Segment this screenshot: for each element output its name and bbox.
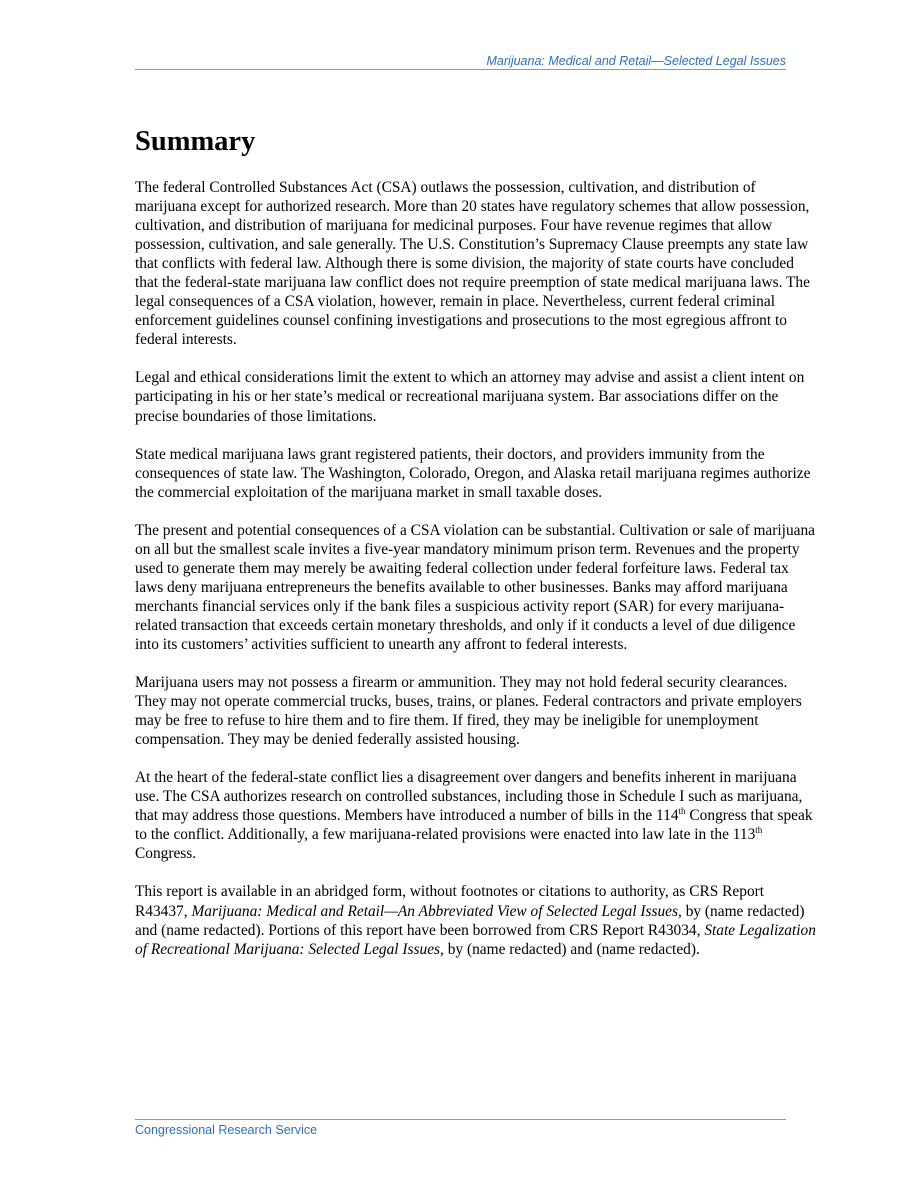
running-footer: Congressional Research Service — [135, 1123, 318, 1137]
paragraph-reports-text-a: This report is available in an abridged form, without footnotes or citations to authority, as CRS Report R43437, — [135, 883, 765, 920]
header-rule — [135, 69, 786, 70]
ordinal-suffix-114: th — [678, 806, 686, 817]
paragraph-reports-text-c: , by (name redacted) and (name redacted). — [440, 940, 700, 958]
paragraph-attorney-ethics: Legal and ethical considerations limit the extent to which an attorney may advise and assist a client intent on participating in his or her state’s medical or recreational marijuana system. Bar associations differ on the precise boundaries of those limitations. — [135, 369, 805, 425]
paragraph-related-reports — [135, 882, 819, 958]
running-header: Marijuana: Medical and Retail—Selected Legal Issues — [486, 54, 786, 68]
paragraph-user-restrictions: Marijuana users may not possess a firearm or ammunition. They may not hold federal security clearances. They may not operate commercial trucks, buses, trains, or planes. Federal contractors and private employers may be free to refuse to hire them and to fire them. If fired, they may be ineligible for unemployment compensation. They may be denied federally assisted housing. — [135, 674, 802, 749]
paragraph-congress-text-b: Congress that speak to the conflict. Additionally, a few marijuana-related provisions were enacted into law late in the 113 — [135, 807, 813, 844]
paragraph-csa-consequences: The present and potential consequences of a CSA violation can be substantial. Cultivation or sale of marijuana on all but the smallest scale invites a five-year mandatory minimum prison term. Revenues and the property used to generate them may merely be awaiting federal collection under federal forfeiture laws. Federal tax laws deny marijuana entrepreneurs the benefits available to other businesses. Banks may afford marijuana merchants financial services only if the bank files a suspicious activity report (SAR) for every marijuana-related transaction that exceeds certain monetary thresholds, and only if it conducts a level of due diligence into its customers’ activities sufficient to unearth any affront to federal interests. — [135, 521, 815, 653]
paragraph-csa-overview: The federal Controlled Substances Act (CSA) outlaws the possession, cultivation, and distribution of marijuana except for authorized research. More than 20 states have regulatory schemes that allow possession, cultivation, and distribution of marijuana for medicinal purposes. Four have revenue regimes that allow possession, cultivation, and sale generally. The U.S. Constitution’s Supremacy Clause preempts any state law that conflicts with federal law. Although there is some division, the majority of state courts have concluded that the federal-state marijuana law conflict does not require preemption of state medical marijuana laws. The legal consequences of a CSA violation, however, remain in place. Nevertheless, current federal criminal enforcement guidelines counsel confining investigations and prosecutions to the most egregious affront to federal interests. — [135, 179, 810, 349]
paragraph-state-laws: State medical marijuana laws grant registered patients, their doctors, and providers immunity from the consequences of state law. The Washington, Colorado, Oregon, and Alaska retail marijuana regimes authorize the commercial exploitation of the marijuana market in small taxable doses. — [135, 445, 811, 501]
report-title-r43034: State Legalization of Recreational Marijuana: Selected Legal Issues — [135, 921, 816, 958]
paragraph-reports-text-b: , by (name redacted) and (name redacted). Portions of this report have been borrowed from CRS Report R43034, — [135, 902, 805, 939]
report-title-r43437: Marijuana: Medical and Retail—An Abbreviated View of Selected Legal Issues — [191, 902, 678, 920]
summary-section — [135, 122, 819, 959]
ordinal-suffix-113: th — [755, 825, 763, 836]
paragraph-congress — [135, 768, 819, 863]
footer-rule — [135, 1119, 786, 1120]
paragraph-congress-text-c: Congress. — [135, 845, 197, 863]
section-title: Summary — [135, 126, 256, 157]
paragraph-congress-text-a: At the heart of the federal-state conflict lies a disagreement over dangers and benefits inherent in marijuana use. The CSA authorizes research on controlled substances, including those in Schedule I such as marijuana, that may address those questions. Members have introduced a number of bills in the 114 — [135, 769, 803, 825]
